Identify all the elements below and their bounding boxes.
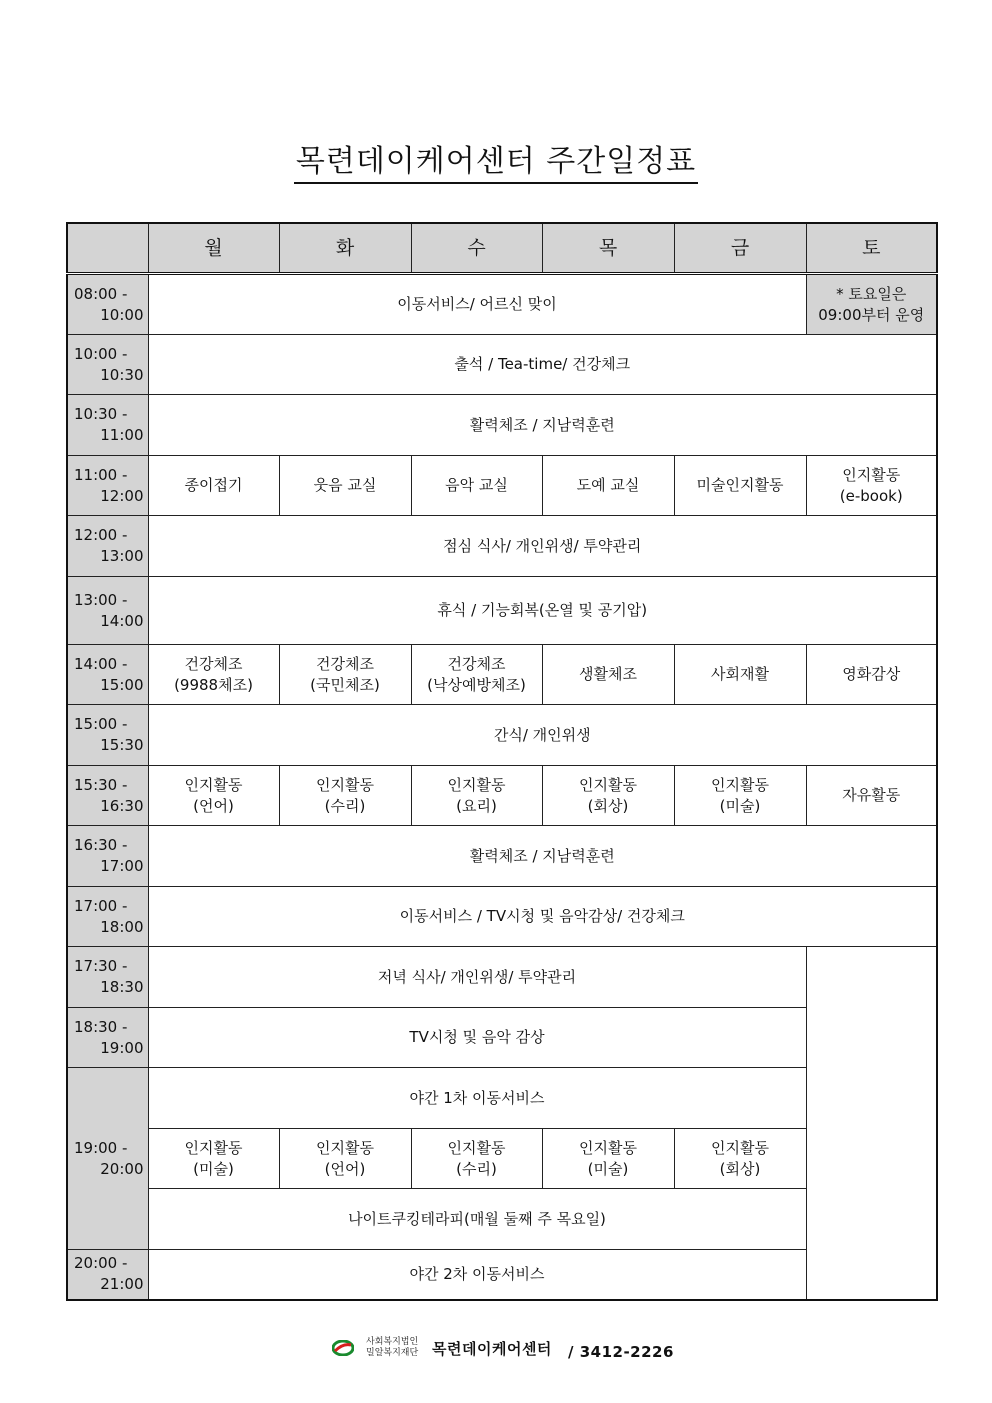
time-cell: 18:30 - 19:00 xyxy=(67,1008,148,1068)
time-cell: 14:00 - 15:00 xyxy=(67,645,148,705)
table-row xyxy=(67,887,937,947)
activity-cell: 활력체조 / 지남력훈련 xyxy=(148,395,937,456)
time-cell: 08:00 - 10:00 xyxy=(67,274,148,335)
org-name: 목련데이케어센터 xyxy=(432,1340,552,1358)
activity-cell: 음악 교실 xyxy=(411,456,542,516)
page-title: 목련데이케어센터 주간일정표 xyxy=(0,136,992,180)
activity-cell: TV시청 및 음악 감상 xyxy=(148,1008,806,1068)
activity-cell: 인지활동 (e-book) xyxy=(806,456,937,516)
activity-cell: 인지활동 (수리) xyxy=(411,1129,542,1189)
time-cell: 15:00 - 15:30 xyxy=(67,705,148,766)
table-row xyxy=(67,645,937,705)
saturday-note: * 토요일은 09:00부터 운영 xyxy=(806,274,937,335)
activity-cell: 건강체조 (낙상예방체조) xyxy=(411,645,542,705)
saturday-empty-cell xyxy=(806,947,937,1300)
day-wednesday: 수 xyxy=(411,223,542,274)
time-cell: 17:30 - 18:30 xyxy=(67,947,148,1008)
day-thursday: 목 xyxy=(542,223,674,274)
activity-cell: 저녁 식사/ 개인위생/ 투약관리 xyxy=(148,947,806,1008)
activity-cell: 인지활동 (회상) xyxy=(542,766,674,826)
table-row xyxy=(67,395,937,456)
weekly-schedule-table xyxy=(66,222,938,1301)
activity-cell: 인지활동 (미술) xyxy=(674,766,806,826)
activity-cell: 영화감상 xyxy=(806,645,937,705)
activity-cell: 인지활동 (언어) xyxy=(148,766,279,826)
time-cell: 12:00 - 13:00 xyxy=(67,516,148,577)
activity-cell: 간식/ 개인위생 xyxy=(148,705,937,766)
activity-cell: 출석 / Tea-time/ 건강체크 xyxy=(148,335,937,395)
table-row xyxy=(67,516,937,577)
activity-cell: 미술인지활동 xyxy=(674,456,806,516)
table-row xyxy=(67,705,937,766)
phone-number: / 3412-2226 xyxy=(568,1343,674,1361)
time-cell: 15:30 - 16:30 xyxy=(67,766,148,826)
activity-cell: 건강체조 (국민체조) xyxy=(279,645,411,705)
day-monday: 월 xyxy=(148,223,279,274)
activity-cell: 건강체조 (9988체조) xyxy=(148,645,279,705)
table-row xyxy=(67,335,937,395)
activity-cell: 인지활동 (회상) xyxy=(674,1129,806,1189)
activity-cell: 생활체조 xyxy=(542,645,674,705)
activity-cell: 야간 2차 이동서비스 xyxy=(148,1250,806,1300)
activity-cell: 휴식 / 기능회복(온열 및 공기압) xyxy=(148,577,937,645)
activity-cell: 도예 교실 xyxy=(542,456,674,516)
activity-cell: 종이접기 xyxy=(148,456,279,516)
header-row xyxy=(67,223,937,274)
time-cell: 19:00 - 20:00 xyxy=(67,1068,148,1250)
time-cell: 16:30 - 17:00 xyxy=(67,826,148,887)
header-corner xyxy=(67,223,148,274)
time-cell: 13:00 - 14:00 xyxy=(67,577,148,645)
activity-cell: 이동서비스/ 어르신 맞이 xyxy=(148,274,806,335)
activity-cell: 인지활동 (미술) xyxy=(542,1129,674,1189)
activity-cell: 점심 식사/ 개인위생/ 투약관리 xyxy=(148,516,937,577)
activity-cell: 인지활동 (수리) xyxy=(279,766,411,826)
time-cell: 10:30 - 11:00 xyxy=(67,395,148,456)
activity-cell: 인지활동 (언어) xyxy=(279,1129,411,1189)
activity-cell: 사회재활 xyxy=(674,645,806,705)
activity-cell: 이동서비스 / TV시청 및 음악감상/ 건강체크 xyxy=(148,887,937,947)
activity-cell: 웃음 교실 xyxy=(279,456,411,516)
table-row xyxy=(67,274,937,335)
time-cell: 11:00 - 12:00 xyxy=(67,456,148,516)
table-row xyxy=(67,947,937,1008)
time-cell: 10:00 - 10:30 xyxy=(67,335,148,395)
table-row xyxy=(67,826,937,887)
table-row xyxy=(67,577,937,645)
org-subtitle: 사회복지법인 밀알복지재단 xyxy=(366,1337,419,1358)
time-cell: 17:00 - 18:00 xyxy=(67,887,148,947)
activity-cell: 자유활동 xyxy=(806,766,937,826)
activity-cell: 활력체조 / 지남력훈련 xyxy=(148,826,937,887)
table-row xyxy=(67,456,937,516)
day-friday: 금 xyxy=(674,223,806,274)
day-saturday: 토 xyxy=(806,223,937,274)
day-tuesday: 화 xyxy=(279,223,411,274)
activity-cell: 인지활동 (요리) xyxy=(411,766,542,826)
table-row xyxy=(67,766,937,826)
footer xyxy=(0,1334,992,1364)
foundation-logo-icon xyxy=(332,1340,354,1356)
activity-cell: 야간 1차 이동서비스 xyxy=(148,1068,806,1129)
time-cell: 20:00 - 21:00 xyxy=(67,1250,148,1300)
activity-cell: 나이트쿠킹테라피(매월 둘째 주 목요일) xyxy=(148,1189,806,1250)
activity-cell: 인지활동 (미술) xyxy=(148,1129,279,1189)
